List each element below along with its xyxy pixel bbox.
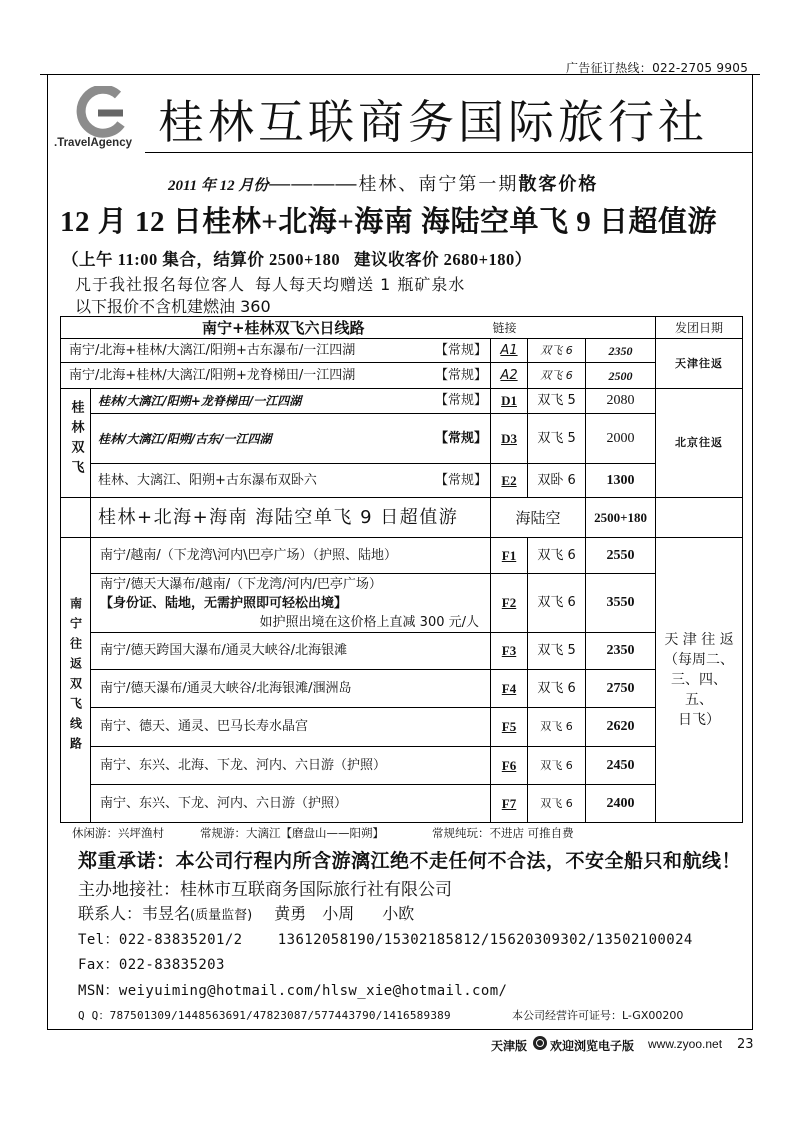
route-cell [91,414,491,464]
trip-type: 双飞 6 [528,747,586,785]
table-row [61,633,743,670]
route-cell: 南宁、德天、通灵、巴马长寿水晶宫 [91,708,491,747]
category-nanning [61,538,91,823]
footnote-leisure: 休闲游：兴坪渔村 [72,826,164,840]
table-row [61,574,743,633]
route-code: F6 [491,747,528,785]
route-text: 桂林、大漓江、阳朔+古东瀑布双卧六 [98,472,317,488]
featured-date-empty [656,498,743,538]
route-price: 2750 [586,670,656,708]
promo-gift: 每人每天均赠送 1 瓶矿泉水 [255,275,466,294]
route-cell [61,339,491,363]
trip-type: 双飞 6 [528,339,586,363]
headline: 12 月 12 日桂林+北海+海南 海陆空单飞 9 日超值游 [60,206,718,238]
logo-wordmark: .TravelAgency [54,137,132,149]
date-column-header: 发团日期 [656,317,743,339]
departure-line: 天 津 往 返 [664,632,734,648]
subtitle-label: 散客价格 [518,174,599,195]
website-url: www.zyoo.net [648,1037,723,1051]
organizer: 主办地接社：桂林市互联商务国际旅行社有限公司 [78,880,452,900]
route-text: 桂林/大漓江/阳朔/古东/一江四湖 [98,431,272,446]
subtitle-region: 桂林、南宁第一期 [358,174,519,195]
route-cell [91,574,491,633]
departure-line: 三、四、五、 [671,672,728,708]
table-header-row [61,317,743,339]
route-text: 桂林/大漓江/阳朔+龙脊梯田/一江四湖 [98,394,302,408]
table-row [61,389,743,414]
route-price: 2080 [586,389,656,414]
agency-name: 桂林互联商务国际旅行社 [158,95,708,149]
featured-type: 海陆空 [491,498,586,538]
route-price: 2400 [586,785,656,823]
telephone-numbers: Tel：022-83835201/2 13612058190/15302185812/15620309302/13502100024 [78,932,693,948]
departure-line: 日飞） [678,712,721,728]
footnote-regular: 常规游：大漓江【磨盘山——阳朔】 [200,826,384,840]
category-label: 南宁往返双飞线路 [68,597,83,757]
table-row [61,363,743,389]
ad-hotline: 广告征订热线：022-2705 9905 [566,61,749,75]
fax-number: Fax：022-83835203 [78,957,225,973]
route-code: F1 [491,538,528,574]
route-cell: 南宁、东兴、下龙、河内、六日游（护照） [91,785,491,823]
route-discount-note: 如护照出境在这价格上直减 300 元/人 [259,614,480,630]
table-row [61,414,743,464]
category-label: 桂林双飞 [68,400,84,480]
route-code: F5 [491,708,528,747]
featured-row [61,498,743,538]
route-cell: 南宁/越南/（下龙湾\河内\巴亭广场）（护照、陆地） [91,538,491,574]
route-price: 2620 [586,708,656,747]
route-code: F4 [491,670,528,708]
edition-label: 天津版 [491,1039,528,1053]
route-tag: 【常规】 [435,367,488,383]
route-price: 2500 [586,363,656,389]
route-code: D1 [491,389,528,414]
subtitle-date: 2011 年 12 月份 [168,178,269,194]
route-cell [61,363,491,389]
route-code: F7 [491,785,528,823]
route-code: A2 [491,363,528,389]
route-tag: 【常规】 [435,472,488,488]
route-cell [91,464,491,498]
route-price: 2350 [586,339,656,363]
featured-price: 2500+180 [586,498,656,538]
subtitle-dash: ———— [268,174,357,195]
title-rule [145,152,753,153]
departure-tianjin-weekly [656,538,743,823]
route-price-table [60,316,743,823]
departure-beijing: 北京往返 [656,389,743,498]
route-price: 2450 [586,747,656,785]
msn-accounts: MSN：weiyuiming@hotmail.com/hlsw_xie@hotmail.com/ [78,983,508,999]
contact-person: 小欧 [382,904,415,923]
trip-type: 双飞 6 [528,363,586,389]
table-row [61,339,743,363]
route-cell: 南宁/德天瀑布/通灵大峡谷/北海银滩/涠洲岛 [91,670,491,708]
table-row [61,747,743,785]
route-code: A1 [491,339,528,363]
route-price: 2550 [586,538,656,574]
page-number: 23 [737,1037,754,1052]
trip-type: 双飞 6 [528,785,586,823]
route-tag: 【常规】 [435,430,488,446]
route-text: 南宁/德天大瀑布/越南/（下龙湾/河内/巴亭广场） [100,576,382,592]
contact-person: 小周 [322,904,355,923]
contact-person: 黄勇 [274,904,307,923]
trip-type: 双飞 6 [528,538,586,574]
contact-person: 韦昱名 [142,904,191,923]
contact-people [78,901,414,924]
category-guilin [61,389,91,498]
trip-type: 双飞 6 [528,574,586,633]
promo-fuel-note: 以下报价不含机建燃油 360 [75,297,271,316]
route-price: 2000 [586,414,656,464]
trip-type: 双卧 6 [528,464,586,498]
table-row [61,464,743,498]
travelagency-g-logo-icon [56,86,148,138]
route-note: 【身份证、陆地，无需护照即可轻松出境】 [100,595,348,611]
trip-type: 双飞 5 [528,389,586,414]
route-text: 南宁/北海+桂林/大漓江/阳朔+古东瀑布/一江四湖 [69,342,356,358]
category-empty [61,498,91,538]
route-code: F2 [491,574,528,633]
table-row [61,670,743,708]
price-note: （上午 11:00 集合，结算价 2500+180 建议收客价 2680+180） [62,250,532,269]
route-cell: 南宁、东兴、北海、下龙、河内、六日游（护照） [91,747,491,785]
contact-label: 联系人： [78,904,143,923]
trip-type: 双飞 5 [528,633,586,670]
trip-type: 双飞 6 [528,708,586,747]
route-text: 南宁/北海+桂林/大漓江/阳朔+龙脊梯田/一江四湖 [69,367,356,383]
table-row [61,785,743,823]
route-price: 3550 [586,574,656,633]
trip-type: 双飞 5 [528,414,586,464]
qq-numbers: Q Q：787501309/1448563691/47823087/577443790/1416589389 [78,1009,451,1022]
route-tag: 【常规】 [435,393,488,408]
departure-line: （每周二、 [664,652,735,668]
route-tag: 【常规】 [435,342,488,358]
footnote-pure: 常规纯玩：不进店 可推自费 [432,826,574,840]
promo-customers: 凡于我社报名每位客人 [75,275,246,294]
business-license: 本公司经营许可证号：L-GX00200 [512,1009,684,1022]
link-column-header: 链接 [491,317,656,339]
route-price: 2350 [586,633,656,670]
contact-role: (质量监督) [190,908,253,923]
route-code: D3 [491,414,528,464]
route-code: F3 [491,633,528,670]
route-cell [91,389,491,414]
trip-type: 双飞 6 [528,670,586,708]
route-code: E2 [491,464,528,498]
departure-tianjin: 天津往返 [656,339,743,389]
e-edition-badge-icon [533,1036,547,1050]
route-table-title: 南宁+桂林双飞六日线路 [61,317,491,339]
table-row [61,538,743,574]
safety-pledge: 郑重承诺：本公司行程内所含游漓江绝不走任何不合法，不安全船只和航线！ [78,850,742,872]
route-price: 1300 [586,464,656,498]
e-edition-invite: 欢迎浏览电子版 [550,1039,635,1053]
route-cell: 南宁/德天跨国大瀑布/通灵大峡谷/北海银滩 [91,633,491,670]
featured-route: 桂林+北海+海南 海陆空单飞 9 日超值游 [91,498,491,538]
table-row [61,708,743,747]
subtitle [168,173,598,198]
